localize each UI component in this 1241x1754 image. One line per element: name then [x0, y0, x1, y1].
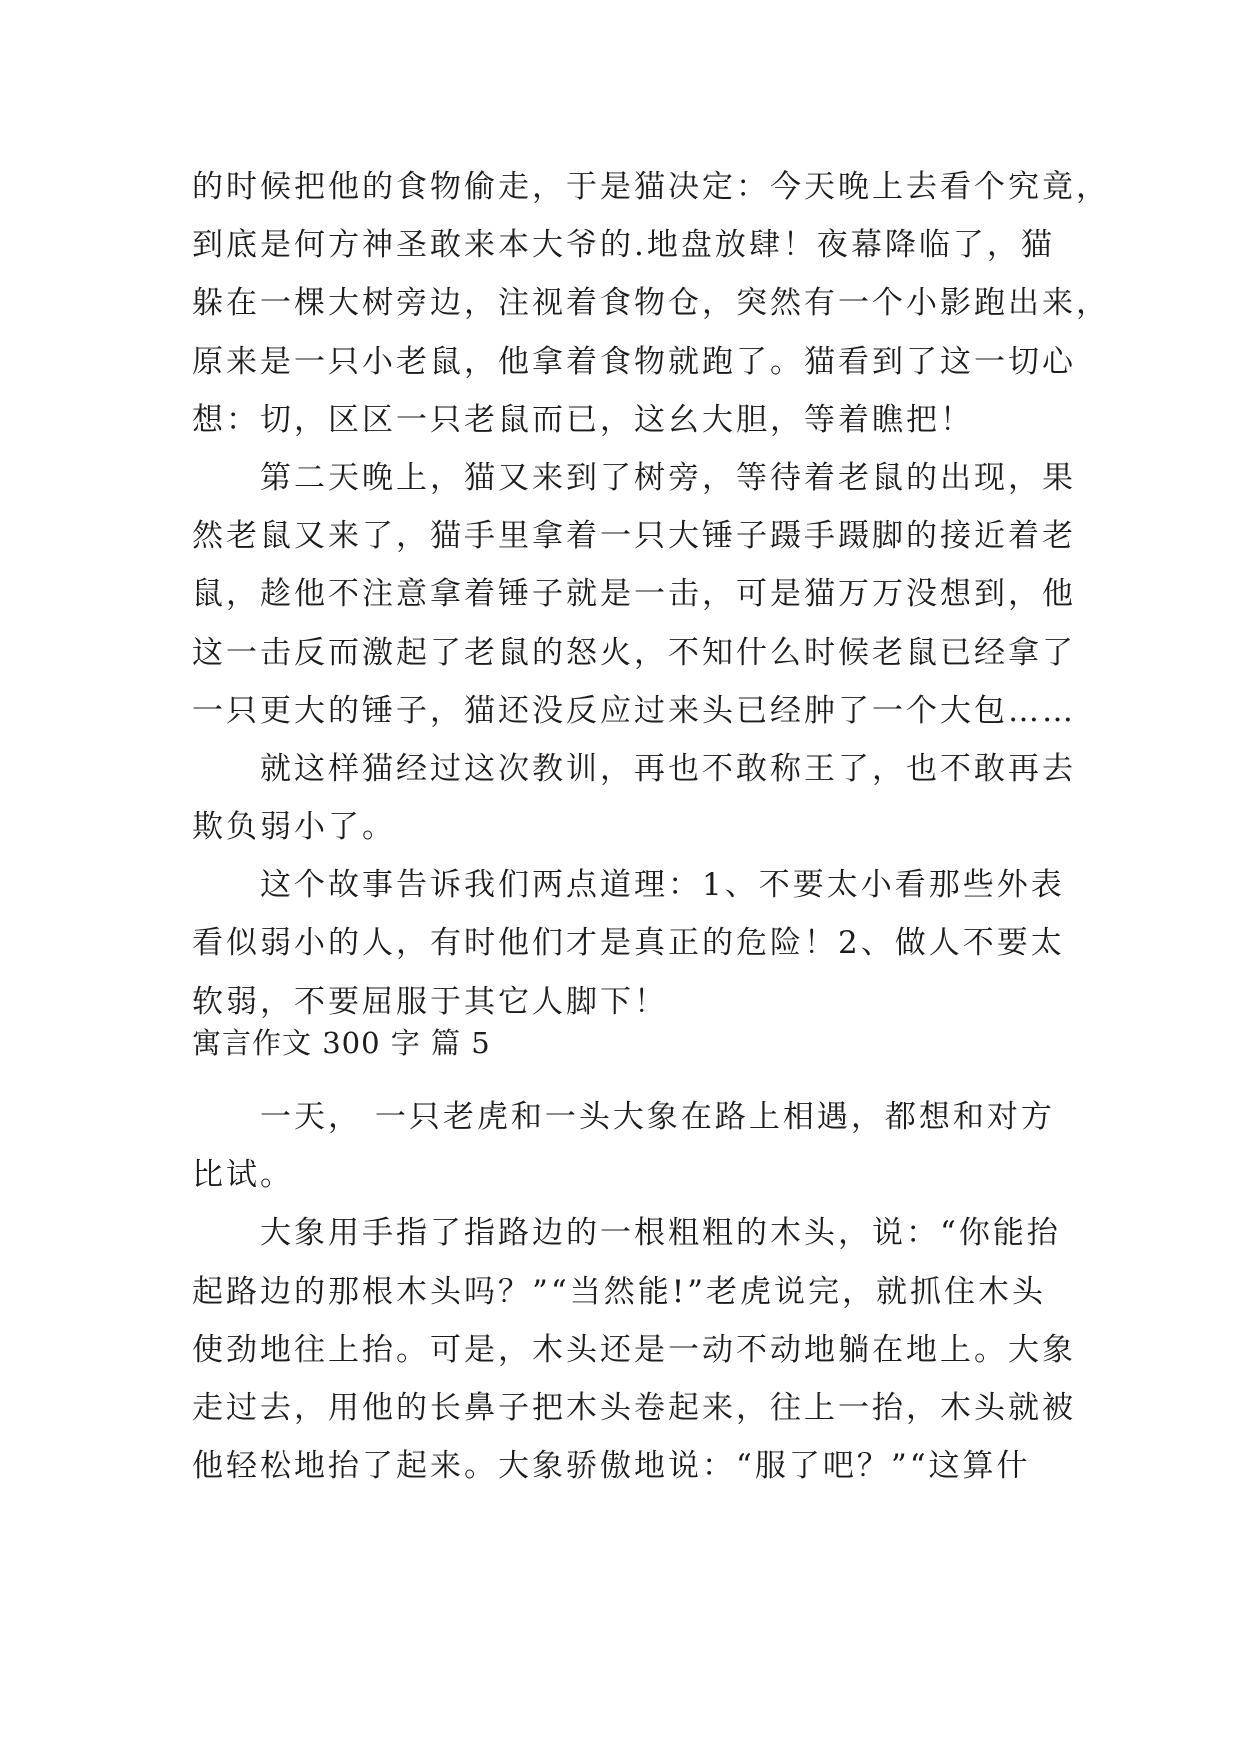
text-line: 就这样猫经过这次教训，再也不敢称王了，也不敢再去 [192, 750, 1076, 787]
text-line: 比试。 [192, 1157, 294, 1194]
text-line: 原来是一只小老鼠，他拿着食物就跑了。猫看到了这一切心 [192, 343, 1076, 380]
text-line: 一只更大的锤子，猫还没反应过来头已经肿了一个大包…… [192, 692, 1076, 729]
text-line: 躲在一棵大树旁边，注视着食物仓，突然有一个小影跑出来， [192, 285, 1110, 322]
text-line: 起路边的那根木头吗？”“当然能!”老虎说完，就抓住木头 [192, 1273, 1046, 1310]
text-line: 大象用手指了指路边的一根粗粗的木头，说：“你能抬 [192, 1215, 1061, 1252]
text-line: 想：切，区区一只老鼠而已，这幺大胆，等着瞧把！ [192, 401, 974, 438]
text-line: 软弱，不要屈服于其它人脚下！ [192, 983, 668, 1020]
text-line: 然老鼠又来了，猫手里拿着一只大锤子蹑手蹑脚的接近着老 [192, 518, 1076, 555]
story-4-text [192, 158, 1110, 1031]
text-line: 他轻松地抬了起来。大象骄傲地说：“服了吧？”“这算什 [192, 1448, 1031, 1485]
text-line: 一天， 一只老虎和一头大象在路上相遇，都想和对方 [192, 1099, 1055, 1135]
section-heading: 寓言作文 300 字 篇 5 [192, 1026, 491, 1060]
text-line: 的时候把他的食物偷走，于是猫决定：今天晚上去看个究竟， [192, 169, 1110, 205]
text-line: 这个故事告诉我们两点道理：1、不要太小看那些外表 [192, 867, 1065, 904]
text-line: 使劲地往上抬。可是，木头还是一动不动地躺在地上。大象 [192, 1331, 1076, 1368]
text-line: 这一击反而激起了老鼠的怒火，不知什么时候老鼠已经拿了 [192, 634, 1076, 671]
text-line: 看似弱小的人，有时他们才是真正的危险！2、做人不要太 [192, 925, 1065, 962]
text-line: 到底是何方神圣敢来本大爷的.地盘放肆！夜幕降临了，猫 [192, 227, 1055, 264]
text-line: 走过去，用他的长鼻子把木头卷起来，往上一抬，木头就被 [192, 1389, 1076, 1426]
text-line: 鼠，趁他不注意拿着锤子就是一击，可是猫万万没想到，他 [192, 576, 1076, 613]
text-line: 欺负弱小了。 [192, 809, 396, 846]
text-line: 第二天晚上，猫又来到了树旁，等待着老鼠的出现，果 [192, 459, 1076, 496]
story-5-text [192, 1088, 1076, 1495]
